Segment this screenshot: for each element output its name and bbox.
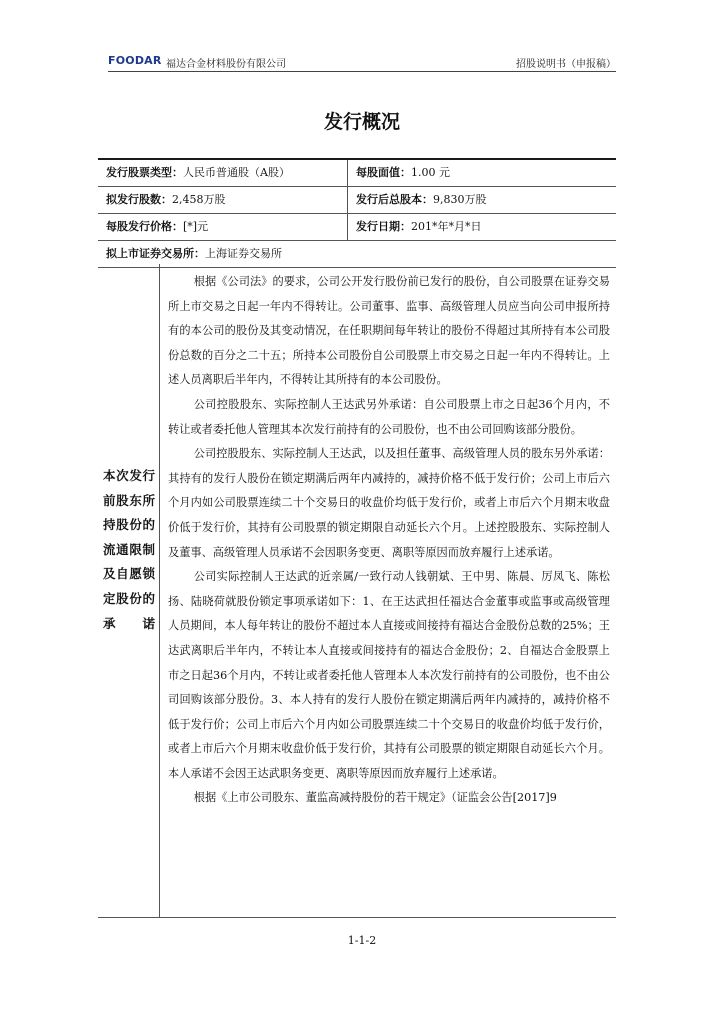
- field-value: 人民币普通股（A股）: [183, 166, 290, 179]
- table-cell: [348, 160, 616, 186]
- issuance-summary-table: [98, 158, 616, 268]
- field-label: 拟发行股数：: [106, 193, 172, 206]
- commitment-paragraph: 公司控股股东、实际控制人王达武，以及担任董事、高级管理人员的股东另外承诺：其持有的发行人股份在锁定期满后两年内减持的，减持价格不低于发行价；公司上市后六个月内如公司股票连续二十个交易日的收盘价均低于发行价，或者上市后六个月期末收盘价低于发行价，其持有公司股票的锁定期限自动延长六个月。上述控股股东、实际控制人及董事、高级管理人员承诺不会因职务变更、离职等原因而放弃履行上述承诺。: [168, 447, 610, 559]
- page-number: 1-1-2: [347, 934, 377, 947]
- field-value: 1.00 元: [411, 166, 450, 179]
- company-logo: FOODAR: [108, 54, 162, 67]
- field-label: 发行后总股本：: [356, 193, 433, 206]
- commitment-label-cell: [98, 264, 160, 917]
- table-row: [98, 187, 616, 214]
- document-title: 招股说明书（申报稿）: [516, 59, 616, 70]
- table-cell: [98, 214, 348, 240]
- table-cell: [98, 160, 348, 186]
- lockup-commitment-section: [98, 264, 616, 918]
- field-value: 上海证券交易所: [205, 247, 282, 260]
- field-value: [*]元: [183, 220, 209, 233]
- page-header: [108, 50, 616, 72]
- table-cell: [348, 187, 616, 213]
- field-label: 拟上市证券交易所：: [106, 247, 205, 260]
- field-label: 每股发行价格：: [106, 220, 183, 233]
- table-row: [98, 214, 616, 241]
- commitment-paragraph: 公司控股股东、实际控制人王达武另外承诺：自公司股票上市之日起36个月内，不转让或者委托他人管理其本次发行前持有的公司股份，也不由公司回购该部分股份。: [168, 397, 610, 436]
- commitment-body: [168, 270, 610, 811]
- table-row: [98, 158, 616, 187]
- commitment-label: 本次发行前股东所持股份的流通限制及自愿锁定股份的承诺: [103, 468, 155, 631]
- field-value: 201*年*月*日: [411, 220, 482, 233]
- company-name: 福达合金材料股份有限公司: [166, 59, 286, 70]
- field-value: 9,830万股: [433, 193, 487, 206]
- table-cell: [98, 187, 348, 213]
- table-cell: [348, 214, 616, 240]
- field-value: 2,458万股: [172, 193, 226, 206]
- commitment-paragraph: 根据《公司法》的要求，公司公开发行股份前已发行的股份，自公司股票在证券交易所上市交易之日起一年内不得转让。公司董事、监事、高级管理人员应当向公司申报所持有的本公司的股份及其变动情况，在任职期间每年转让的股份不得超过其所持有本公司股份总数的百分之二十五；所持本公司股份自公司股票上市交易之日起一年内不得转让。上述人员离职后半年内，不得转让其所持有的本公司股份。: [168, 275, 610, 387]
- field-label: 每股面值：: [356, 166, 411, 179]
- header-divider: [108, 71, 616, 72]
- commitment-paragraph: 公司实际控制人王达武的近亲属/一致行动人钱朝斌、王中男、陈晨、厉凤飞、陈松扬、陆晓荷就股份锁定事项承诺如下：1、在王达武担任福达合金董事或监事或高级管理人员期间，本人每年转让的股份不超过本人直接或间接持有福达合金股份总数的25%；王达武离职后半年内，不转让本人直接或间接持有的福达合金股份；2、自福达合金股票上市之日起36个月内，不转让或者委托他人管理本人本次发行前持有的公司股份，也不由公司回购该部分股份。3、本人持有的发行人股份在锁定期满后两年内减持的，减持价格不低于发行价；公司上市后六个月内如公司股票连续二十个交易日的收盘价均低于发行价，或者上市后六个月期末收盘价低于发行价，其持有公司股票的锁定期限自动延长六个月。本人承诺不会因王达武职务变更、离职等原因而放弃履行上述承诺。: [168, 570, 610, 780]
- commitment-paragraph: 根据《上市公司股东、董监高减持股份的若干规定》（证监会公告[2017]9: [193, 791, 557, 805]
- field-label: 发行日期：: [356, 220, 411, 233]
- page-title: 发行概况: [323, 111, 400, 133]
- field-label: 发行股票类型：: [106, 166, 183, 179]
